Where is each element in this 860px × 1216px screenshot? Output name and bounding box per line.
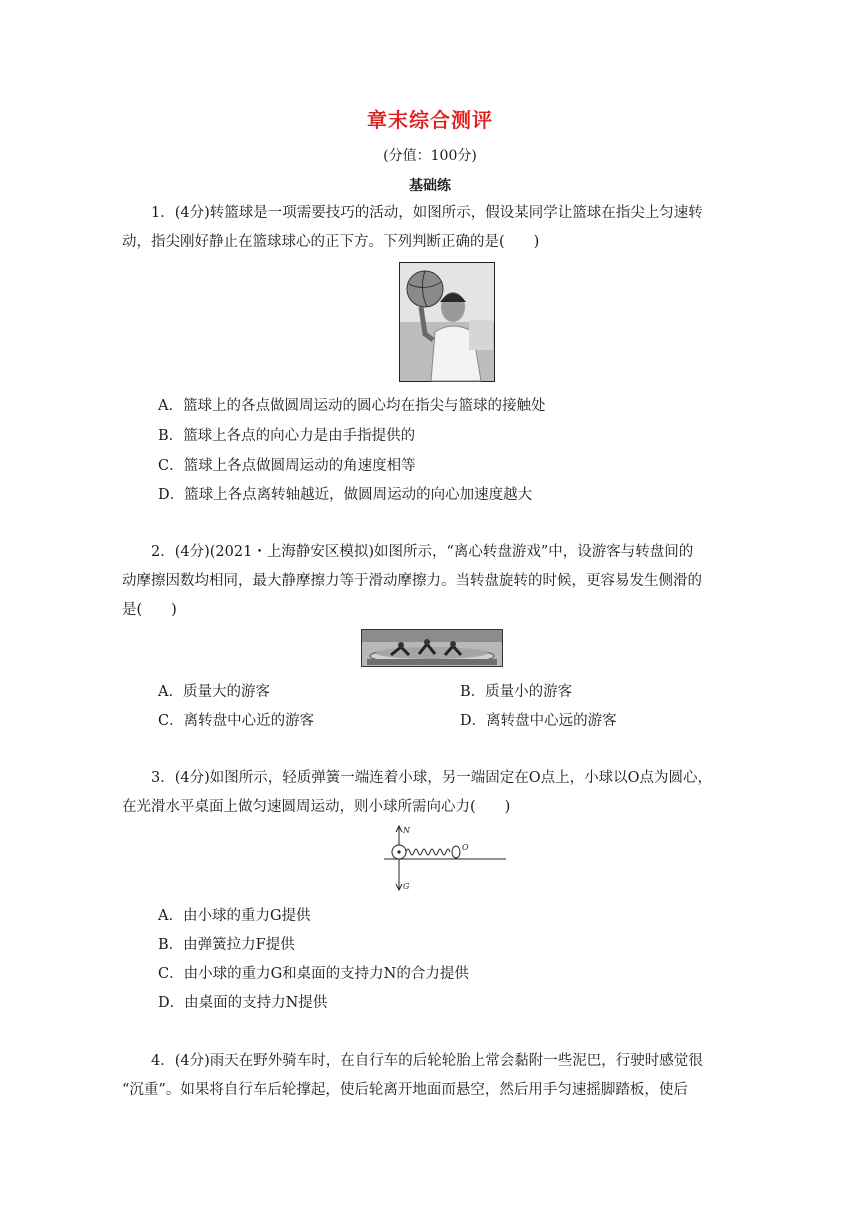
question-4-stem [122, 1047, 742, 1105]
question-1-line-2: 动，指尖刚好静止在篮球球心的正下方。下列判断正确的是( ) [122, 234, 540, 250]
section-heading: 基础练 [409, 178, 451, 194]
spinning-disc-photo [361, 629, 503, 667]
question-4-line-2: “沉重”。如果将自行车后轮撑起，使后轮离开地面而悬空，然后用手匀速摇脚踏板，使后 [122, 1082, 688, 1098]
question-2-option-d: D．离转盘中心远的游客 [460, 713, 617, 729]
label-g: G [403, 882, 410, 891]
spring-ball-diagram [384, 823, 508, 893]
question-1-stem [122, 199, 742, 257]
label-n: N [403, 826, 410, 835]
question-2-line-1: 2．(4分)(2021・上海静安区模拟)如图所示，“离心转盘游戏”中，设游客与转盘间的 [151, 544, 694, 560]
question-3-stem [122, 764, 742, 822]
question-3-line-1: 3．(4分)如图所示，轻质弹簧一端连着小球，另一端固定在O点上，小球以O点为圆心， [151, 770, 713, 786]
question-3-option-d: D．由桌面的支持力N提供 [158, 995, 328, 1011]
basketball-photo [399, 262, 495, 382]
question-3-option-a: A．由小球的重力G提供 [158, 908, 311, 924]
question-2-line-3: 是( ) [122, 602, 177, 618]
question-3-option-c: C．由小球的重力G和桌面的支持力N的合力提供 [158, 966, 469, 982]
question-2-option-b: B．质量小的游客 [460, 684, 573, 700]
score-note: (分值：100分) [383, 148, 477, 164]
question-1-option-a: A．篮球上的各点做圆周运动的圆心均在指尖与篮球的接触处 [158, 398, 546, 414]
question-3-line-2: 在光滑水平桌面上做匀速圆周运动，则小球所需向心力( ) [122, 799, 511, 815]
question-4-line-1: 4．(4分)雨天在野外骑车时，在自行车的后轮轮胎上常会黏附一些泥巴，行驶时感觉很 [151, 1053, 703, 1069]
label-o: O [462, 843, 469, 852]
question-2-option-a: A．质量大的游客 [158, 684, 270, 700]
page-title: 章末综合测评 [367, 108, 493, 132]
question-1-line-1: 1．(4分)转篮球是一项需要技巧的活动，如图所示，假设某同学让篮球在指尖上匀速转 [151, 205, 703, 221]
question-2-option-c: C．离转盘中心近的游客 [158, 713, 315, 729]
question-1-option-b: B．篮球上各点的向心力是由手指提供的 [158, 428, 416, 444]
question-1-option-c: C．篮球上各点做圆周运动的角速度相等 [158, 458, 416, 474]
question-3-option-b: B．由弹簧拉力F提供 [158, 937, 295, 953]
question-1-option-d: D．篮球上各点离转轴越近，做圆周运动的向心加速度越大 [158, 487, 533, 503]
question-2-line-2: 动摩擦因数均相同，最大静摩擦力等于滑动摩擦力。当转盘旋转的时候，更容易发生侧滑的 [122, 573, 702, 589]
question-2-stem [122, 538, 742, 625]
